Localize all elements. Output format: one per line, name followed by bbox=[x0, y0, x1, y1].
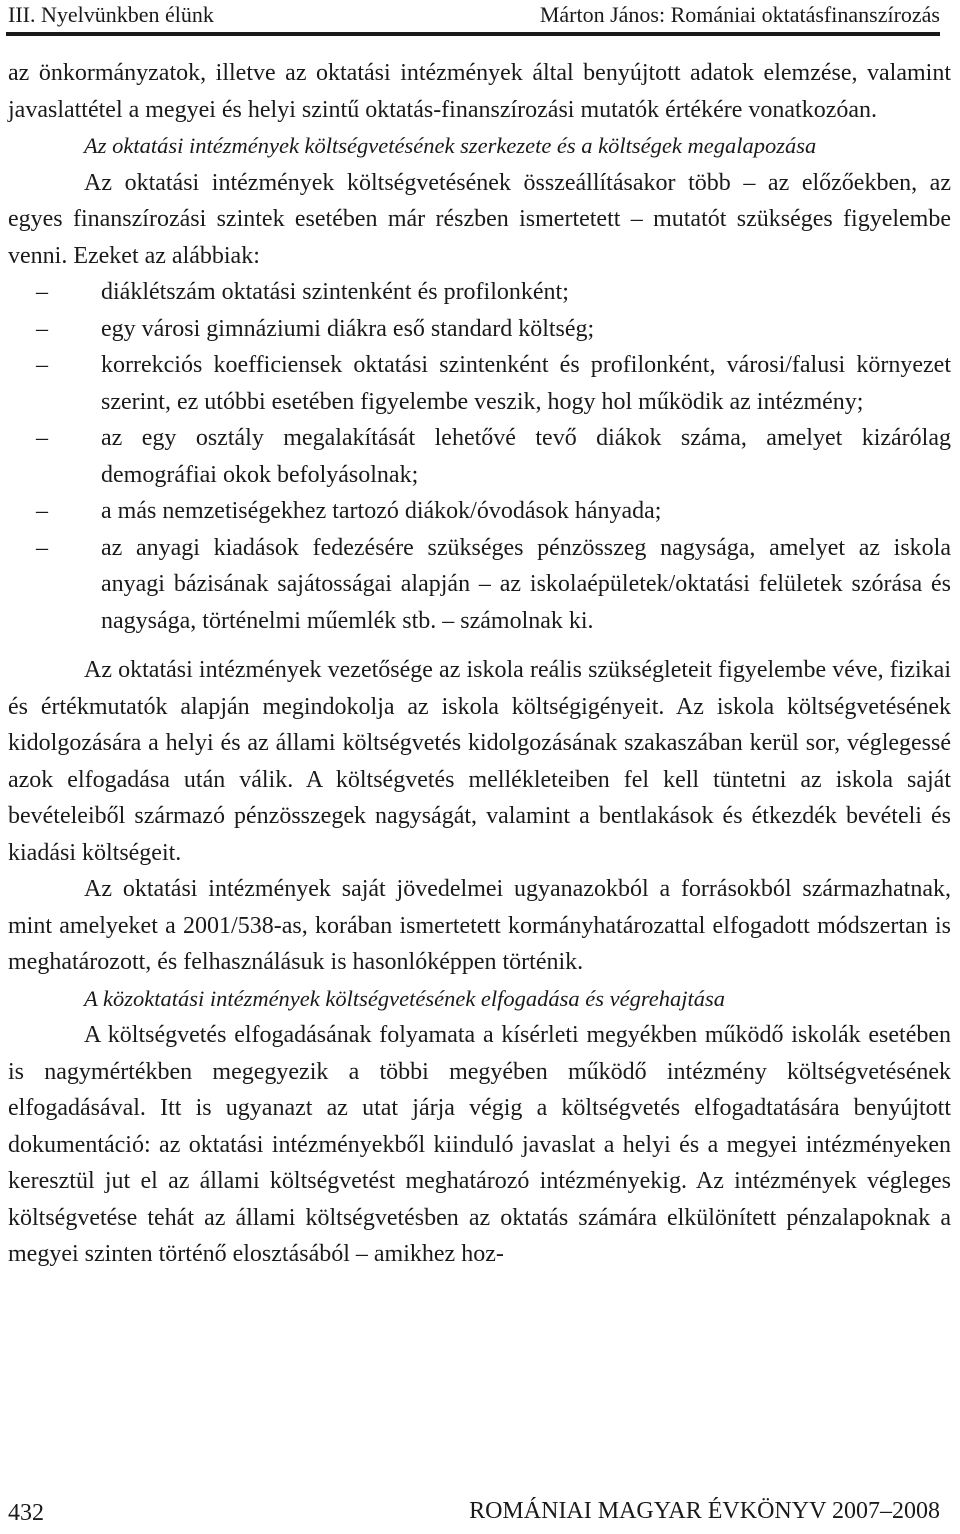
list-item-text: egy városi gimnáziumi diákra eső standard költség; bbox=[101, 315, 595, 342]
list-item bbox=[8, 493, 951, 530]
paragraph-own-income: Az oktatási intézmények saját jövedelmei ugyanazokból a forrásokból származhatnak, mint amelyeket a 2001/538-as, korában ismertetett kormányhatározattal elfogadott módszertan is meghatározott, és felhasználásuk is hasonlóképpen történik. bbox=[8, 876, 951, 975]
spacer bbox=[8, 639, 951, 652]
list-item bbox=[8, 311, 951, 348]
list-item bbox=[8, 274, 951, 311]
list-item-text: az anyagi kiadások fedezésére szükséges pénzösszeg nagysága, amelyet az iskola anyagi bázisának sajátosságai alapján – az iskolaépületek/oktatási felületek szórása és nagysága, történelmi műemlék stb. – számolnak ki. bbox=[101, 534, 951, 634]
indicator-list bbox=[8, 274, 951, 639]
list-item-text: a más nemzetiségekhez tartozó diákok/óvodások hányada; bbox=[101, 498, 662, 524]
list-dash: – bbox=[36, 315, 48, 342]
list-item-text: diáklétszám oktatási szintenként és profilonként; bbox=[101, 279, 569, 305]
list-item bbox=[8, 420, 951, 493]
list-dash: – bbox=[36, 498, 48, 524]
intro-paragraph: az önkormányzatok, illetve az oktatási intézmények által benyújtott adatok elemzése, valamint javaslattétel a megyei és helyi szintű oktatás-finanszírozási mutatók értékére vonatkozóan. bbox=[8, 60, 951, 123]
list-dash: – bbox=[36, 425, 48, 451]
paragraph-adoption-process: A költségvetés elfogadásának folyamata a kísérleti megyékben működő iskolák esetében is nagymértékben megegyezik a többi megyében működő intézmény költségvetésének elfogadásával. Itt is ugyanazt az utat járja végig a költségvetés elfogadtatására benyújtott dokumentáció: az oktatási intézményekből kiinduló javaslat a helyi és a megyei intézményeken keresztül jut el az állami költségvetést meghatározó intézményekig. Az intézmények végleges költségvetése tehát az állami költségvetésben az oktatás számára elkülönített pénzalapoknak a megyei szinten történő elosztásából – amikhez hoz- bbox=[8, 1022, 951, 1267]
section-heading-adoption: A közoktatási intézmények költségvetésének elfogadása és végrehajtása bbox=[84, 985, 726, 1011]
header-section-title: III. Nyelvünkben élünk bbox=[8, 2, 214, 27]
yearbook-title: ROMÁNIAI MAGYAR ÉVKÖNYV 2007–2008 bbox=[469, 1498, 940, 1524]
header-rule bbox=[6, 32, 940, 36]
page-number: 432 bbox=[8, 1500, 44, 1526]
running-header bbox=[8, 0, 940, 34]
paragraph-indicators: Az oktatási intézmények költségvetésének összeállításakor több – az előzőekben, az egyes finanszírozási szintek esetében már részben ismertetett – mutatót szükséges figyelembe venni. Ezeket az alábbiak: bbox=[8, 169, 951, 269]
paragraph-leadership: Az oktatási intézmények vezetősége az iskola reális szükségleteit figyelembe véve, fizikai és értékmutatók alapján megindokolja az iskola költségigényeit. Az iskola költségvetésének kidolgozására a helyi és az állami költségvetés kidolgozásának szakaszában kerül sor, véglegessé azok elfogadása után válik. A költségvetés mellékleteiben fel kell tüntetni az iskola saját bevételeiből származó pénzösszegek nagyságát, valamint a bentlakások és étkezdék bevételi és kiadási költségeit. bbox=[8, 657, 951, 866]
list-dash: – bbox=[36, 279, 48, 305]
section-heading-structure: Az oktatási intézmények költségvetésének szerkezete és a költségek megalapozása bbox=[84, 133, 817, 158]
list-item-text: az egy osztály megalakítását lehetővé tevő diákok száma, amelyet kizárólag demográfiai okok befolyásolnak; bbox=[101, 425, 951, 488]
header-article-title: Márton János: Romániai oktatásfinanszírozás bbox=[539, 2, 940, 27]
list-dash: – bbox=[36, 352, 48, 378]
running-footer bbox=[8, 1498, 940, 1532]
list-dash: – bbox=[36, 534, 48, 561]
list-item bbox=[8, 347, 951, 420]
list-item bbox=[8, 530, 951, 640]
page-body bbox=[8, 55, 951, 1273]
list-item-text: korrekciós koefficiensek oktatási szintenként és profilonként, városi/falusi környezet szerint, ez utóbbi esetében figyelembe veszik, hogy hol működik az intézmény; bbox=[101, 352, 951, 415]
